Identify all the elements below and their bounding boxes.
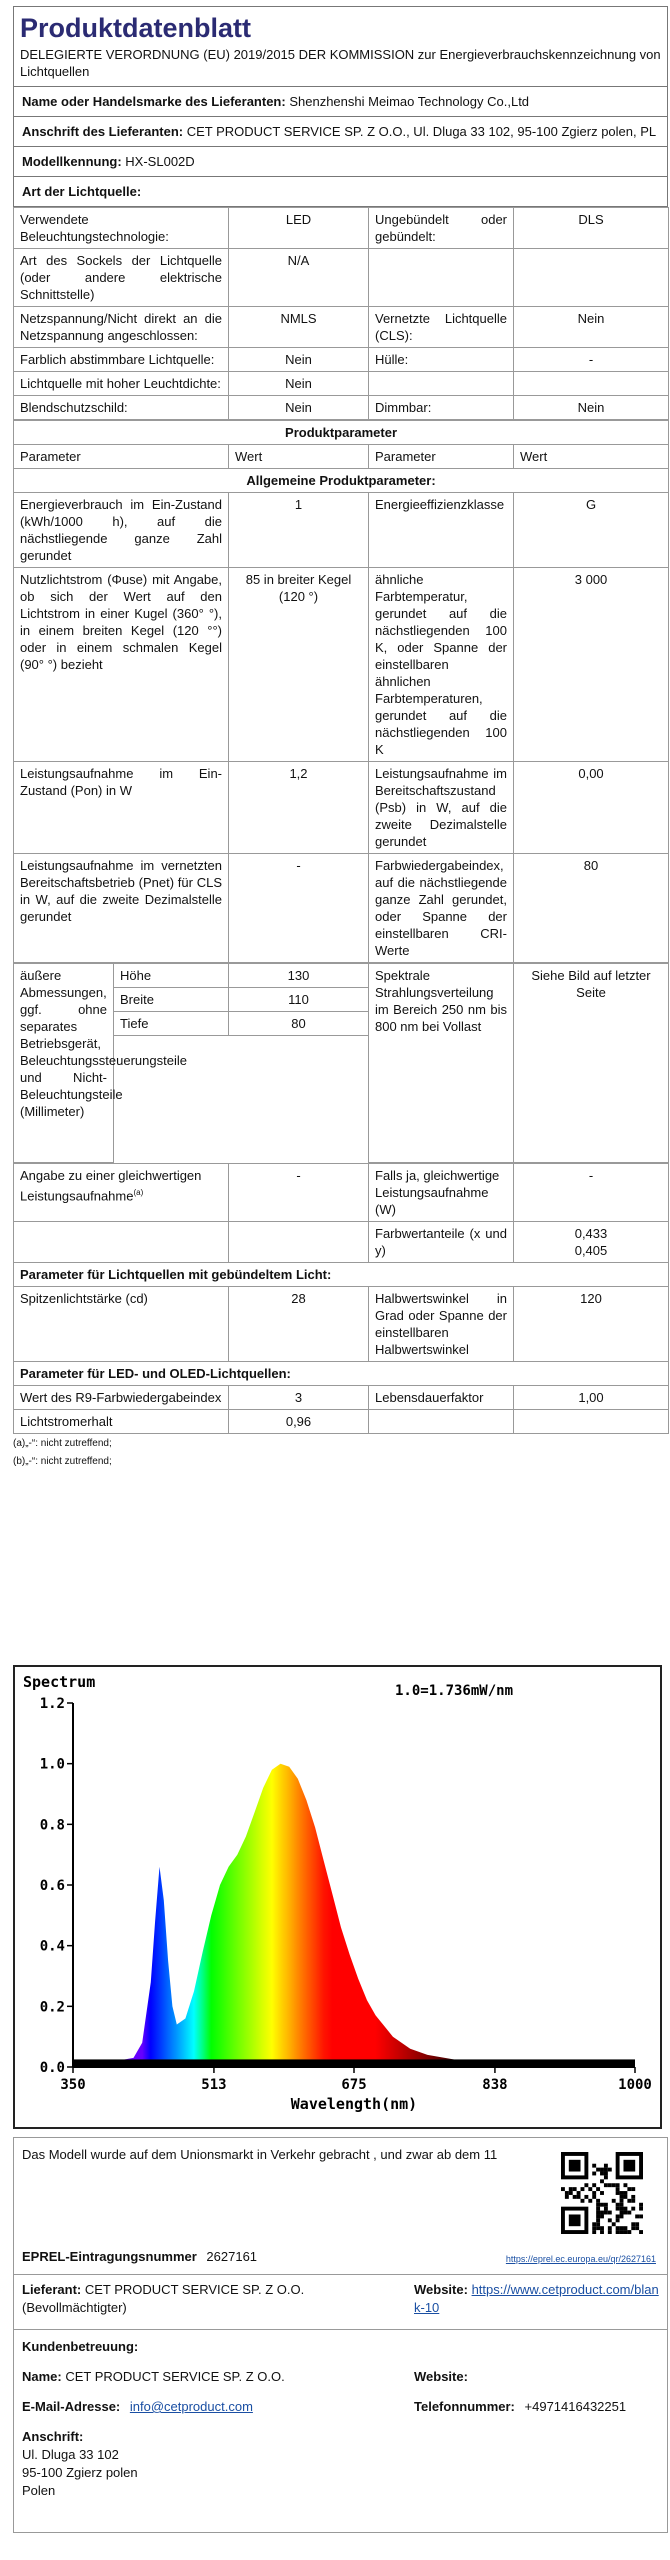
x-axis-label: Wavelength(nm) [290,2095,418,2113]
y-tick-label: 0.8 [39,1817,65,1834]
col-param-1: Parameter [14,445,229,469]
model-row [13,147,668,177]
general-rows-cell-a: Energieverbrauch im Ein-Zustand (kWh/1000 h), auf die nächstliegende ganze Zahl gerundet [14,493,229,568]
anschrift-line: Polen [22,2483,56,2498]
lieferant-row [22,2281,402,2317]
col-wert-2: Wert [514,445,669,469]
type-rows-cell-a: Verwendete Beleuchtungstechnologie: [14,208,229,249]
footnote-b: (b)„-“: nicht zutreffend; [13,1455,112,1467]
equiv-power-label: Falls ja, gleichwertige Leistungsaufnahme (W) [369,1163,514,1221]
x-tick-label: 1000 [618,2077,652,2093]
type-rows-cell-b: N/A [229,249,369,307]
lumen-maint-value: 0,96 [229,1409,369,1433]
y-tick-label: 1.0 [39,1756,65,1773]
type-rows-cell-c [369,249,514,307]
address-value: CET PRODUCT SERVICE SP. Z O.O., Ul. Dluga 33 102, 95-100 Zgierz polen, PL [186,124,657,139]
type-rows-cell-c: Vernetzte Lichtquelle (CLS): [369,307,514,348]
email-label: E-Mail-Adresse: [22,2399,121,2414]
type-rows-cell-d: Nein [514,307,669,348]
type-rows-cell-c: Ungebündelt oder gebündelt: [369,208,514,249]
dim-width-label: Breite [114,988,229,1012]
type-rows-cell-a: Blendschutzschild: [14,396,229,420]
type-heading: Art der Lichtquelle: [13,177,668,207]
r9-label: Wert des R9-Farbwiedergabeindex [14,1385,229,1409]
lieferant-value: CET PRODUCT SERVICE SP. Z O.O. (Bevollmächtigter) [22,2282,305,2315]
survival-value: 1,00 [514,1385,669,1409]
general-rows-cell-b: 1,2 [229,762,369,854]
equiv-power-value: - [514,1163,669,1221]
website-label: Website: [414,2282,468,2297]
dim-width-value: 110 [229,988,369,1012]
supplier-value: Shenzhenshi Meimao Technology Co.,Ltd [289,94,530,109]
eprel-link[interactable]: https://eprel.ec.europa.eu/qr/2627161 [505,2254,656,2264]
spectrum-chart [13,1665,662,2129]
supplier-row [13,87,668,117]
general-rows-cell-a: Nutzlichtstrom (Φuse) mit Angabe, ob sich der Wert auf den Lichtstrom in einer Kugel (360° °), in einem breiten Kegel (120 °°) oder in einem schmalen Kegel (90° °) bezieht [14,568,229,762]
type-rows-cell-b: Nein [229,348,369,372]
email-row [22,2398,253,2416]
anschrift-line: 95-100 Zgierz polen [22,2465,138,2480]
type-table [13,207,669,420]
params-heading: Produktparameter [14,421,669,445]
supplier-label: Name oder Handelsmarke des Lieferanten: [22,94,286,109]
dims-table [13,963,669,1163]
type-rows-cell-d [514,249,669,307]
x-tick-label: 513 [201,2077,227,2093]
website2-label: Website: [414,2369,468,2384]
type-rows-cell-b: NMLS [229,307,369,348]
kunden-label: Kundenbetreuung: [22,2339,139,2354]
anschrift-label: Anschrift: [22,2429,84,2444]
y-tick-label: 0.4 [39,1938,65,1955]
type-rows-cell-d: DLS [514,208,669,249]
type-rows-cell-a: Art des Sockels der Lichtquelle (oder andere elektrische Schnittstelle) [14,249,229,307]
name-value: CET PRODUCT SERVICE SP. Z O.O. [65,2369,285,2384]
general-rows-cell-d: 3 000 [514,568,669,762]
page-title: Produktdatenblatt [20,13,252,43]
type-rows-cell-a: Farblich abstimmbare Lichtquelle: [14,348,229,372]
y-tick-label: 0.6 [39,1878,65,1894]
general-rows-cell-d: 80 [514,854,669,963]
chart-title: Spectrum [23,1673,96,1691]
chart-annotation: 1.0=1.736mW/nm [395,1683,514,1699]
regulation-text: DELEGIERTE VERORDNUNG (EU) 2019/2015 DER KOMMISSION zur Energieverbrauchskennzeichnung von Lichtquellen [20,47,661,79]
x-tick-label: 350 [60,2077,86,2093]
footer [13,2137,668,2533]
tel-label: Telefonnummer: [414,2399,515,2414]
dim-depth-label: Tiefe [114,1012,229,1036]
type-rows-cell-b: Nein [229,396,369,420]
misc-table [13,1163,669,1434]
tel-value: +4971416432251 [524,2399,627,2414]
website-link[interactable]: https://www.cetproduct.com/blank-10 [414,2282,659,2315]
type-rows-cell-c: Hülle: [369,348,514,372]
equiv-label [14,1163,229,1221]
lieferant-label: Lieferant: [22,2282,82,2297]
equiv-value: - [229,1163,369,1221]
lieferant-box [13,2275,668,2330]
col-param-2: Parameter [369,445,514,469]
model-value: HX-SL002D [125,154,195,169]
address-label: Anschrift des Lieferanten: [22,124,184,139]
dim-depth-value: 80 [229,1012,369,1036]
type-rows-cell-d [514,372,669,396]
dim-height-label: Höhe [114,964,229,988]
general-rows-cell-d: G [514,493,669,568]
general-rows-cell-b: - [229,854,369,963]
general-rows-cell-a: Leistungsaufnahme im Ein-Zustand (Pon) in W [14,762,229,854]
equiv-footnote-mark: (a) [133,1187,144,1197]
baseline-noise [73,2059,635,2067]
params-table [13,420,669,963]
spectrum-svg [15,1667,660,2127]
y-tick-label: 0.0 [39,2060,65,2076]
eprel-row [22,2248,662,2266]
market-text: Das Modell wurde auf dem Unionsmarkt in Verkehr gebracht , und zwar ab dem 11 [22,2147,498,2162]
chroma-label: Farbwertanteile (x und y) [369,1221,514,1262]
chroma-value [514,1221,669,1262]
model-label: Modellkennung: [22,154,122,169]
market-box [13,2137,668,2275]
empty-cell [14,1221,229,1262]
general-rows-cell-a: Leistungsaufnahme im vernetzten Bereitschaftsbetrieb (Pnet) für CLS in W, auf die zweite Dezimalstelle gerundet [14,854,229,963]
name-label: Name: [22,2369,62,2384]
header-box [13,6,668,87]
general-heading: Allgemeine Produktparameter: [14,469,669,493]
x-tick-label: 838 [482,2077,508,2093]
type-rows-cell-b: Nein [229,372,369,396]
type-rows-cell-d: Nein [514,396,669,420]
chroma-y: 0,405 [574,1242,608,1258]
qr-code-icon[interactable] [561,2152,643,2234]
general-rows-cell-b: 85 in breiter Kegel (120 °) [229,568,369,762]
peak-intensity-label: Spitzenlichtstärke (cd) [14,1286,229,1361]
anschrift-line: Ul. Dluga 33 102 [22,2447,119,2462]
spectral-value: Siehe Bild auf letzter Seite [514,964,669,1163]
email-link[interactable]: info@cetproduct.com [129,2399,253,2414]
eprel-label: EPREL-Eintragungsnummer [22,2249,197,2264]
lumen-maint-label: Lichtstromerhalt [14,1409,229,1433]
kunden-box [13,2330,668,2533]
r9-value: 3 [229,1385,369,1409]
general-rows-cell-c: Energieeffizienzklasse [369,493,514,568]
name-row [22,2368,285,2386]
dim-height-value: 130 [229,964,369,988]
eprel-value: 2627161 [206,2249,258,2264]
spectrum-area [73,1764,635,2067]
empty-cell [514,1409,669,1433]
footnote-a: (a)„-“: nicht zutreffend; [13,1437,112,1449]
y-tick-label: 0.2 [39,1999,65,2016]
col-wert-1: Wert [229,445,369,469]
chroma-x: 0,433 [574,1225,608,1241]
type-rows-cell-b: LED [229,208,369,249]
datasheet [13,6,668,1470]
type-rows-cell-d: - [514,348,669,372]
dims-label: äußere Abmessungen, ggf. ohne separates Betriebsgerät, Beleuchtungssteuerungsteile und Nicht-Beleuchtungsteile (Millimeter) [14,964,114,1163]
general-rows-cell-c: Farbwiedergabeindex, auf die nächstliegende ganze Zahl gerundet, oder Spanne der einstellbaren CRI-Werte [369,854,514,963]
general-rows-cell-b: 1 [229,493,369,568]
general-rows-cell-c: ähnliche Farbtemperatur, gerundet auf die nächstliegenden 100 K, oder Spanne der einstellbaren ähnlichen Farbtemperaturen, gerundet auf die nächstliegenden 100 K [369,568,514,762]
empty-cell [229,1221,369,1262]
empty-cell [369,1409,514,1433]
address-row [13,117,668,147]
beam-angle-value: 120 [514,1286,669,1361]
x-tick-label: 675 [341,2077,367,2093]
equiv-label-text: Angabe zu einer gleichwertigen Leistungsaufnahme [20,1167,202,1203]
anschrift-block [22,2428,138,2500]
beam-angle-label: Halbwertswinkel in Grad oder Spanne der einstellbaren Halbwertswinkel [369,1286,514,1361]
general-rows-cell-c: Leistungsaufnahme im Bereitschaftszustand (Psb) in W, auf die zweite Dezimalstelle gerundet [369,762,514,854]
survival-label: Lebensdauerfaktor [369,1385,514,1409]
tel-row [414,2398,626,2416]
led-heading: Parameter für LED- und OLED-Lichtquellen: [14,1361,669,1385]
peak-intensity-value: 28 [229,1286,369,1361]
type-rows-cell-c: Dimmbar: [369,396,514,420]
type-rows-cell-a: Netzspannung/Nicht direkt an die Netzspannung angeschlossen: [14,307,229,348]
general-rows-cell-d: 0,00 [514,762,669,854]
website-row [414,2281,659,2317]
directional-heading: Parameter für Lichtquellen mit gebündeltem Licht: [14,1262,669,1286]
spectral-label: Spektrale Strahlungsverteilung im Bereich 250 nm bis 800 nm bei Vollast [369,964,514,1163]
y-tick-label: 1.2 [39,1696,65,1712]
type-rows-cell-c [369,372,514,396]
type-rows-cell-a: Lichtquelle mit hoher Leuchtdichte: [14,372,229,396]
